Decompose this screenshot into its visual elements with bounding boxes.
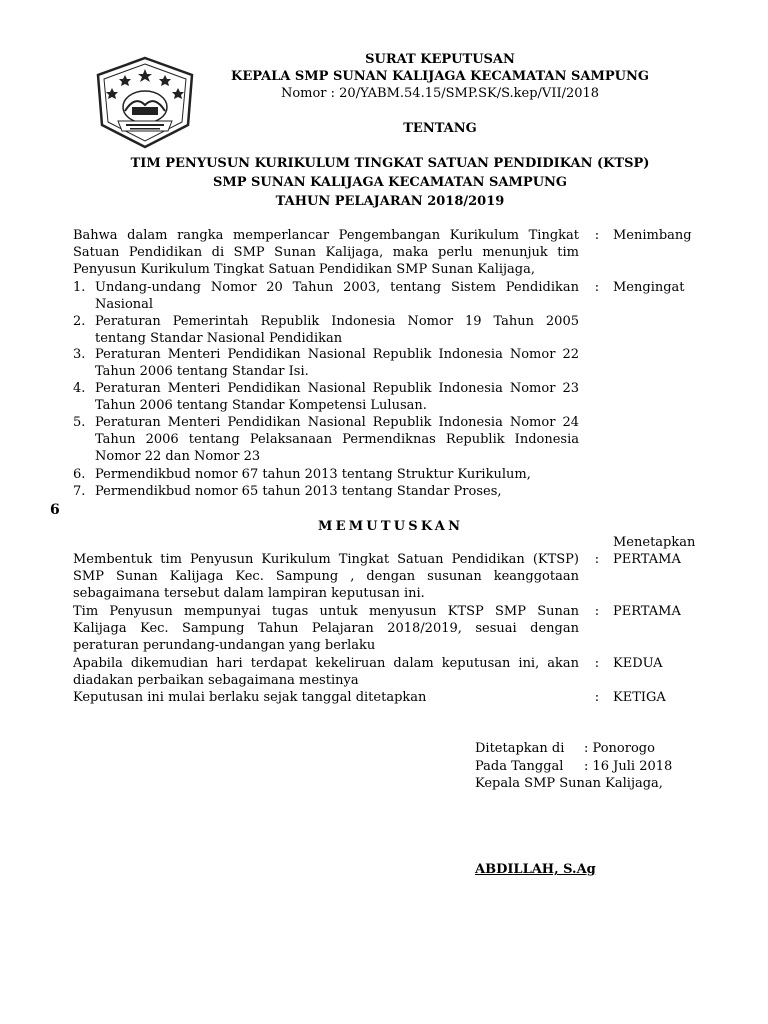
list-item: Peraturan Menteri Pendidikan Nasional Republik Indonesia Nomor 22 Tahun 2006 tentang Standar Isi. xyxy=(95,347,579,379)
tentang-heading: TENTANG xyxy=(403,121,477,136)
decision-text-4: Keputusan ini mulai berlaku sejak tanggal ditetapkan xyxy=(73,690,427,705)
decision-text-3: Apabila dikemudian hari terdapat kekeliruan dalam keputusan ini, akan diadakan perbaikan sebagaimana mestinya xyxy=(73,656,579,688)
colon: : xyxy=(594,690,600,705)
date-value: : 16 Juli 2018 xyxy=(584,759,673,774)
date-label: Pada Tanggal xyxy=(475,759,564,774)
mengingat-label: Mengingat xyxy=(613,280,685,295)
decision-text-1: Membentuk tim Penyusun Kurikulum Tingkat Satuan Pendidikan (KTSP) SMP Sunan Kalijaga Kec. Sampung , dengan susunan keanggotaan sebagaimana tersebut dalam lampiran keputusan ini. xyxy=(73,552,579,601)
signer-name: ABDILLAH, S.Ag xyxy=(475,862,596,877)
list-item: Peraturan Pemerintah Republik Indonesia Nomor 19 Tahun 2005 tentang Standar Nasional Pendidikan xyxy=(95,314,579,346)
signer-position: Kepala SMP Sunan Kalijaga, xyxy=(475,776,663,791)
menimbang-text: Bahwa dalam rangka memperlancar Pengembangan Kurikulum Tingkat Satuan Pendidikan di SMP Sunan Kalijaga, maka perlu menunjuk tim Penyusun Kurikulum Tingkat Satuan Pendidikan SMP Sunan Kalijaga, xyxy=(73,228,579,277)
memutuskan-heading: MEMUTUSKAN xyxy=(318,519,464,534)
menimbang-label: Menimbang xyxy=(613,228,692,243)
doc-issuer: KEPALA SMP SUNAN KALIJAGA KECAMATAN SAMPUNG xyxy=(231,69,649,84)
list-item-number: 3. xyxy=(73,347,86,362)
doc-title-3: TAHUN PELAJARAN 2018/2019 xyxy=(275,194,505,209)
decision-label-1: PERTAMA xyxy=(613,552,681,567)
colon: : xyxy=(594,656,600,671)
list-item-number: 7. xyxy=(73,484,86,499)
doc-title-1: TIM PENYUSUN KURIKULUM TINGKAT SATUAN PENDIDIKAN (KTSP) xyxy=(130,156,650,171)
colon: : xyxy=(594,280,600,295)
list-item-number: 1. xyxy=(73,280,86,295)
decision-label-4: KETIGA xyxy=(613,690,666,705)
decision-label-2: PERTAMA xyxy=(613,604,681,619)
list-item: Permendikbud nomor 67 tahun 2013 tentang Struktur Kurikulum, xyxy=(95,467,531,482)
doc-title-2: SMP SUNAN KALIJAGA KECAMATAN SAMPUNG xyxy=(212,175,568,190)
colon: : xyxy=(594,228,600,243)
list-item-number: 5. xyxy=(73,415,86,430)
list-item-number: 4. xyxy=(73,381,86,396)
doc-number: Nomor : 20/YABM.54.15/SMP.SK/S.kep/VII/2018 xyxy=(280,86,600,101)
colon: : xyxy=(594,552,600,567)
doc-heading: SURAT KEPUTUSAN xyxy=(365,52,515,67)
list-item-number: 6. xyxy=(73,467,86,482)
list-item: Peraturan Menteri Pendidikan Nasional Republik Indonesia Nomor 24 Tahun 2006 tentang Pelaksanaan Permendiknas Republik Indonesia Nomor 22 dan Nomor 23 xyxy=(95,415,579,464)
list-item-number: 2. xyxy=(73,314,86,329)
place-value: : Ponorogo xyxy=(584,741,655,756)
stray-number: 6 xyxy=(50,502,60,518)
colon: : xyxy=(594,604,600,619)
place-label: Ditetapkan di xyxy=(475,741,565,756)
list-item: Permendikbud nomor 65 tahun 2013 tentang Standar Proses, xyxy=(95,484,502,499)
list-item: Undang-undang Nomor 20 Tahun 2003, tentang Sistem Pendidikan Nasional xyxy=(95,280,579,312)
decision-label-3: KEDUA xyxy=(613,656,663,671)
menetapkan-label: Menetapkan xyxy=(613,535,696,550)
list-item: Peraturan Menteri Pendidikan Nasional Republik Indonesia Nomor 23 Tahun 2006 tentang Standar Kompetensi Lulusan. xyxy=(95,381,579,413)
decision-text-2: Tim Penyusun mempunyai tugas untuk menyusun KTSP SMP Sunan Kalijaga Kec. Sampung Tahun Pelajaran 2018/2019, sesuai dengan peraturan perundang-undangan yang berlaku xyxy=(73,604,579,653)
